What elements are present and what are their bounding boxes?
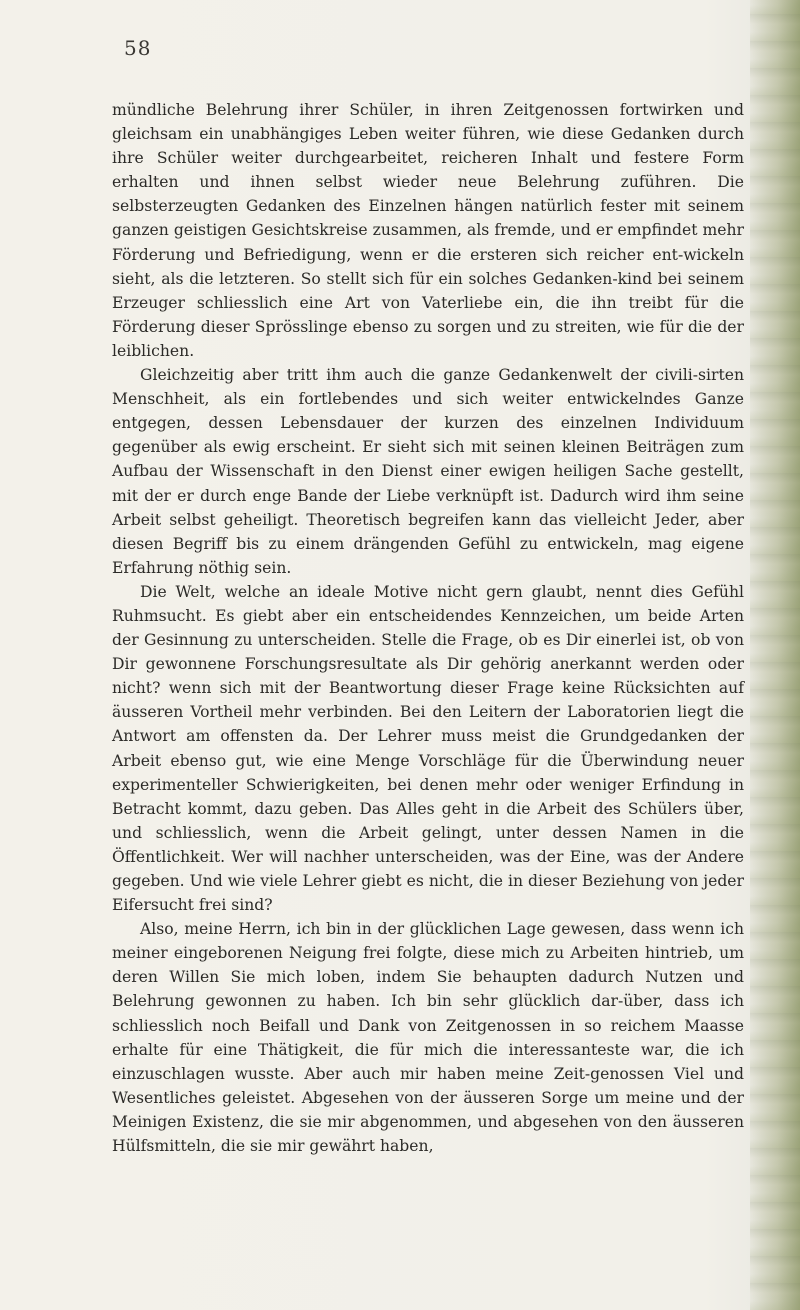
paragraph-3: Die Welt, welche an ideale Motive nicht gern glaubt, nennt dies Gefühl Ruhmsucht. Es giebt aber ein entscheidendes Kennzeichen, um beide Arten der Gesinnung zu unterscheiden. Stelle die Frage, ob es Dir einerlei ist, ob von Dir gewonnene Forschungsresultate als Dir gehörig anerkannt werden oder nicht? wenn sich mit der Beantwortung dieser Frage keine Rücksichten auf äusseren Vortheil mehr verbinden. Bei den Leitern der Laboratorien liegt die Antwort am offensten da. Der Lehrer muss meist die Grundgedanken der Arbeit ebenso gut, wie eine Menge Vorschläge für die Überwindung neuer experimenteller Schwierigkeiten, bei denen mehr oder weniger Erfindung in Betracht kommt, dazu geben. Das Alles geht in die Arbeit des Schülers über, und schliesslich, wenn die Arbeit gelingt, unter dessen Namen in die Öffentlichkeit. Wer will nachher unterscheiden, was der Eine, was der Andere gegeben. Und wie viele Lehrer giebt es nicht, die in dieser Beziehung von jeder Eifersucht frei sind? — [112, 582, 744, 915]
body-text — [112, 98, 744, 1158]
paragraph-1: mündliche Belehrung ihrer Schüler, in ihren Zeitgenossen fortwirken und gleichsam ein unabhängiges Leben weiter führen, wie diese Gedanken durch ihre Schüler weiter durchgearbeitet, reicheren Inhalt und festere Form erhalten und ihnen selbst wieder neue Belehrung zuführen. Die selbsterzeugten Gedanken des Einzelnen hängen natürlich fester mit seinem ganzen geistigen Gesichtskreise zusammen, als fremde, und er empfindet mehr Förderung und Befriedigung, wenn er die ersteren sich reicher ent-wickeln sieht, als die letzteren. So stellt sich für ein solches Gedanken-kind bei seinem Erzeuger schliesslich eine Art von Vaterliebe ein, die ihn treibt für die Förderung dieser Sprösslinge ebenso zu sorgen und zu streiten, wie für die der leiblichen. — [112, 101, 744, 360]
paragraph-4: Also, meine Herrn, ich bin in der glücklichen Lage gewesen, dass wenn ich meiner eingeborenen Neigung frei folgte, diese mich zu Arbeiten hintrieb, um deren Willen Sie mich loben, indem Sie behaupten dadurch Nutzen und Belehrung gewonnen zu haben. Ich bin sehr glücklich dar-über, dass ich schliesslich noch Beifall und Dank von Zeitgenossen in so reichem Maasse erhalte für eine Thätigkeit, die für mich die interessanteste war, die ich einzuschlagen wusste. Aber auch mir haben meine Zeit-genossen Viel und Wesentliches geleistet. Abgesehen von der äusseren Sorge um meine und der Meinigen Existenz, die sie mir abgenommen, und abgesehen von den äusseren Hülfsmitteln, die sie mir gewährt haben, — [112, 920, 744, 1156]
paragraph-2: Gleichzeitig aber tritt ihm auch die ganze Gedankenwelt der civili-sirten Menschheit, als ein fortlebendes und sich weiter entwickelndes Ganze entgegen, dessen Lebensdauer der kurzen des einzelnen Individuum gegenüber als ewig erscheint. Er sieht sich mit seinen kleinen Beiträgen zum Aufbau der Wissenschaft in den Dienst einer ewigen heiligen Sache gestellt, mit der er durch enge Bande der Liebe verknüpft ist. Dadurch wird ihm seine Arbeit selbst geheiligt. Theoretisch begreifen kann das vielleicht Jeder, aber diesen Begriff bis zu einem drängenden Gefühl zu entwickeln, mag eigene Erfahrung nöthig sein. — [112, 366, 744, 577]
page-number: 58 — [124, 36, 152, 60]
page-edge-shadow — [750, 0, 800, 1310]
